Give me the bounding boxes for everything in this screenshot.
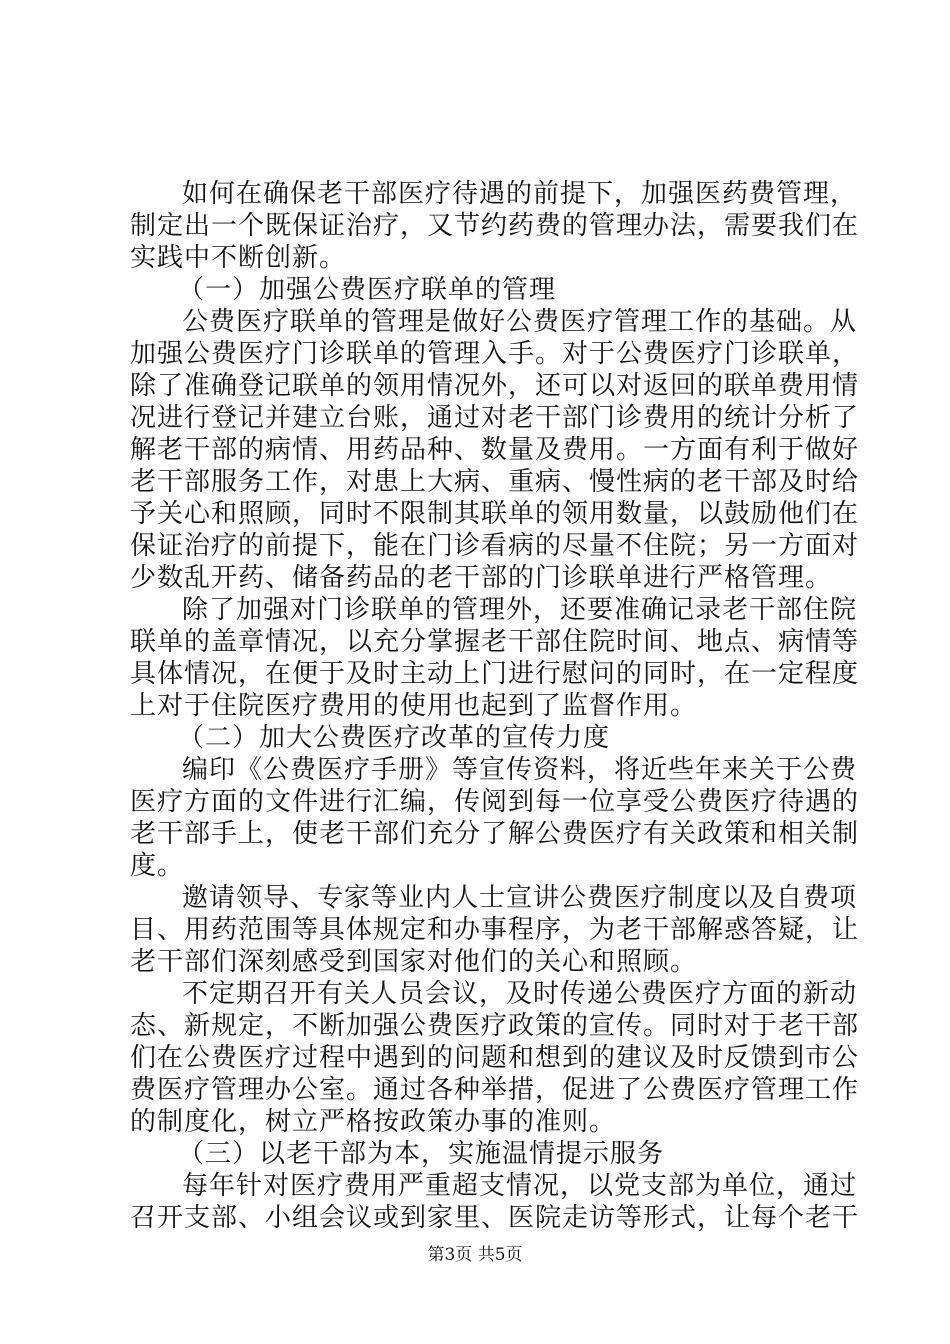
paragraph-line: 费医疗管理办公室。通过各种举措，促进了公费医疗管理工作: [130, 1075, 860, 1105]
paragraph-line: 们在公费医疗过程中遇到的问题和想到的建议及时反馈到市公: [130, 1043, 860, 1073]
paragraph-line: 目、用药范围等具体规定和办事程序，为老干部解惑答疑，让: [130, 915, 860, 945]
paragraph-line: 加强公费医疗门诊联单的管理入手。对于公费医疗门诊联单，: [130, 339, 860, 369]
paragraph-line: 不定期召开有关人员会议，及时传递公费医疗方面的新动: [182, 979, 858, 1009]
paragraph-line: 除了加强对门诊联单的管理外，还要准确记录老干部住院: [182, 595, 858, 625]
paragraph-line: 如何在确保老干部医疗待遇的前提下，加强医药费管理，: [182, 179, 858, 209]
section-heading: （一）加强公费医疗联单的管理: [178, 275, 557, 305]
paragraph-line: 除了准确登记联单的领用情况外，还可以对返回的联单费用情: [130, 371, 860, 401]
paragraph-line: 解老干部的病情、用药品种、数量及费用。一方面有利于做好: [130, 435, 860, 465]
paragraph-line: 予关心和照顾，同时不限制其联单的领用数量，以鼓励他们在: [130, 499, 860, 529]
paragraph-line: 召开支部、小组会议或到家里、医院走访等形式，让每个老干: [130, 1203, 860, 1233]
paragraph-line: 邀请领导、专家等业内人士宣讲公费医疗制度以及自费项: [182, 883, 858, 913]
paragraph-line: 的制度化，树立严格按政策办事的准则。: [130, 1107, 617, 1137]
paragraph-line: 保证治疗的前提下，能在门诊看病的尽量不住院；另一方面对: [130, 531, 860, 561]
paragraph-line: 编印《公费医疗手册》等宣传资料，将近些年来关于公费: [182, 755, 858, 785]
paragraph-line: 联单的盖章情况，以充分掌握老干部住院时间、地点、病情等: [130, 627, 860, 657]
paragraph-line: 老干部们深刻感受到国家对他们的关心和照顾。: [130, 947, 698, 977]
paragraph-line: 况进行登记并建立台账，通过对老干部门诊费用的统计分析了: [130, 403, 860, 433]
paragraph-line: 度。: [130, 851, 185, 881]
section-heading: （二）加大公费医疗改革的宣传力度: [178, 723, 611, 753]
paragraph-line: 上对于住院医疗费用的使用也起到了监督作用。: [130, 691, 698, 721]
paragraph-line: 态、新规定，不断加强公费医疗政策的宣传。同时对于老干部: [130, 1011, 860, 1041]
paragraph-line: 老干部服务工作，对患上大病、重病、慢性病的老干部及时给: [130, 467, 860, 497]
paragraph-line: 公费医疗联单的管理是做好公费医疗管理工作的基础。从: [182, 307, 858, 337]
paragraph-line: 少数乱开药、储备药品的老干部的门诊联单进行严格管理。: [130, 563, 833, 593]
page-number-footer: 第3页 共5页: [427, 1245, 523, 1265]
paragraph-line: 医疗方面的文件进行汇编，传阅到每一位享受公费医疗待遇的: [130, 787, 860, 817]
paragraph-line: 老干部手上，使老干部们充分了解公费医疗有关政策和相关制: [130, 819, 860, 849]
paragraph-line: 制定出一个既保证治疗，又节约药费的管理办法，需要我们在: [130, 211, 860, 241]
paragraph-line: 实践中不断创新。: [130, 243, 347, 273]
paragraph-line: 每年针对医疗费用严重超支情况，以党支部为单位，通过: [182, 1171, 858, 1201]
section-heading: （三）以老干部为本，实施温情提示服务: [178, 1139, 665, 1169]
paragraph-line: 具体情况，在便于及时主动上门进行慰问的同时，在一定程度: [130, 659, 860, 689]
